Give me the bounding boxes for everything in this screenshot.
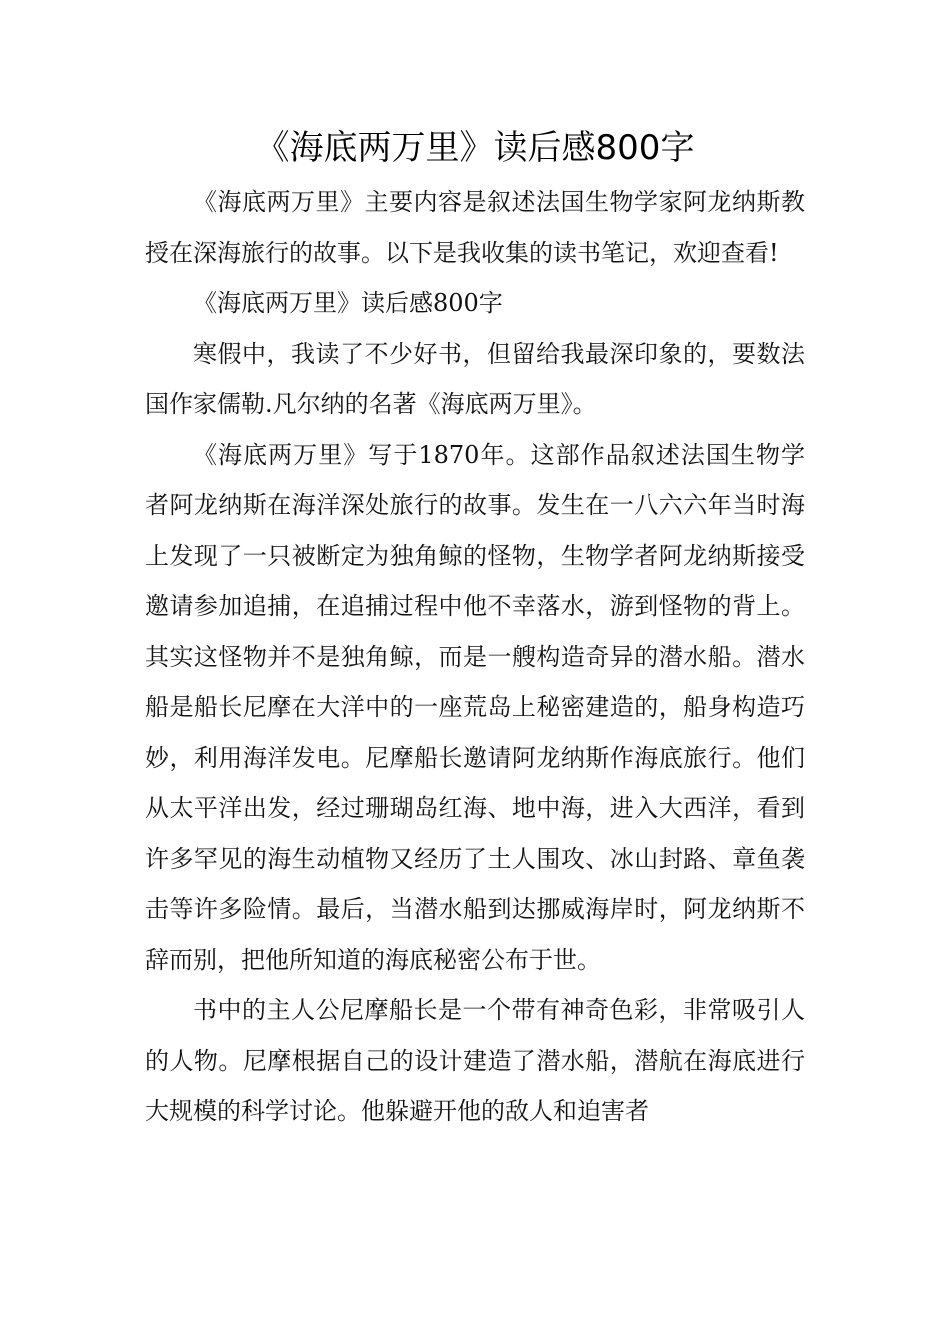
paragraph-winter-reading: 寒假中，我读了不少好书，但留给我最深印象的，要数法国作家儒勒.凡尔纳的名著《海底两万里》。 [145,339,805,418]
paragraph-subtitle: 《海底两万里》读后感800字 [193,289,503,317]
paragraph-captain-nemo: 书中的主人公尼摩船长是一个带有神奇色彩，非常吸引人的人物。尼摩根据自己的设计建造了潜水船，潜航在海底进行大规模的科学讨论。他躲避开他的敌人和迫害者 [145,996,805,1125]
paragraph-plot-summary: 《海底两万里》写于1870年。这部作品叙述法国生物学者阿龙纳斯在海洋深处旅行的故事。发生在一八六六年当时海上发现了一只被断定为独角鲸的怪物，生物学者阿龙纳斯接受邀请参加追捕，在追捕过程中他不幸落水，游到怪物的背上。其实这怪物并不是独角鲸，而是一艘构造奇异的潜水船。潜水船是船长尼摩在大洋中的一座荒岛上秘密建造的，船身构造巧妙，利用海洋发电。尼摩船长邀请阿龙纳斯作海底旅行。他们从太平洋出发，经过珊瑚岛红海、地中海，进入大西洋，看到许多罕见的海生动植物又经历了土人围攻、冰山封路、章鱼袭击等许多险情。最后，当潜水船到达挪威海岸时，阿龙纳斯不辞而别，把他所知道的海底秘密公布于世。 [145,440,805,974]
document-title: 《海底两万里》读后感800字 [255,128,695,168]
paragraph-intro: 《海底两万里》主要内容是叙述法国生物学家阿龙纳斯教授在深海旅行的故事。以下是我收集的读书笔记，欢迎查看! [145,188,805,267]
document-body [145,177,805,1137]
